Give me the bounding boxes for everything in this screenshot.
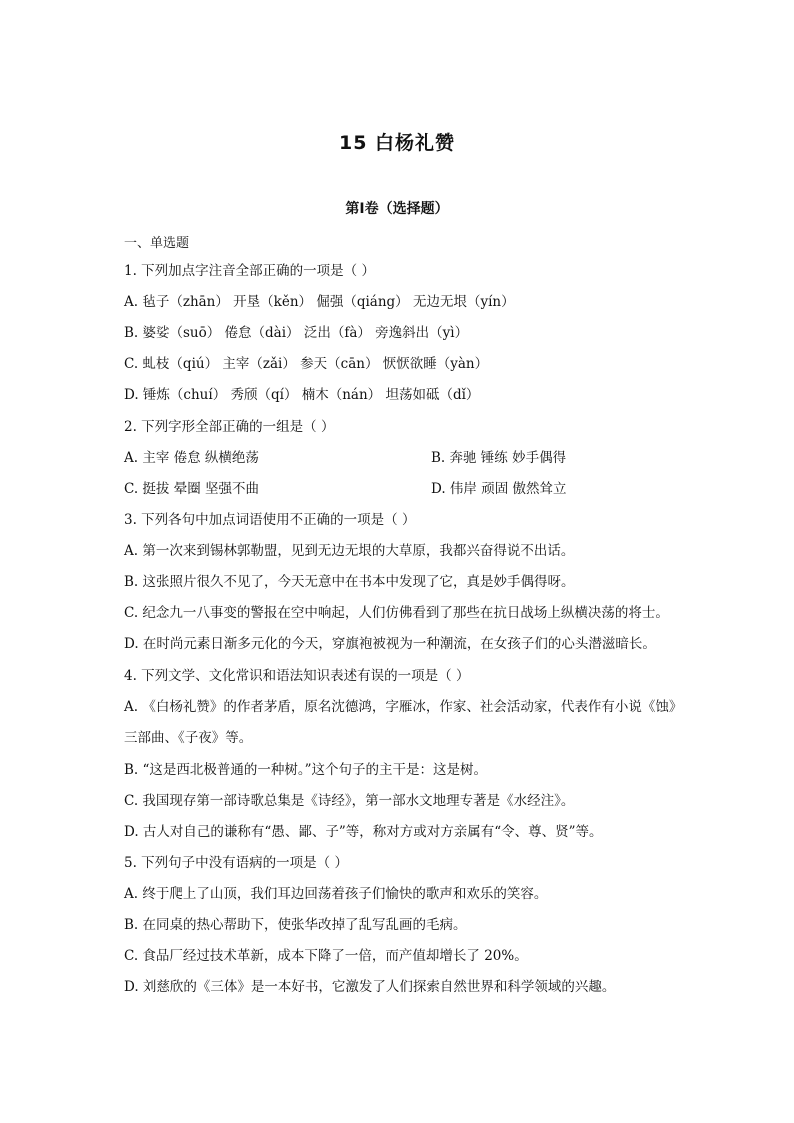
q5-option-d: D. 刘慈欣的《三体》是一本好书，它激发了人们探索自然世界和科学领域的兴趣。 <box>124 979 616 995</box>
q5-option-b: B. 在同桌的热心帮助下，使张华改掉了乱写乱画的毛病。 <box>124 917 467 933</box>
q5-option-c: C. 食品厂经过技术革新，成本下降了一倍，而产值却增长了 20%。 <box>124 948 528 964</box>
page-title: 15 白杨礼赞 <box>338 132 456 154</box>
q3-option-c: C. 纪念九一八事变的警报在空中响起，人们仿佛看到了那些在抗日战场上纵横决荡的将士。 <box>124 605 669 621</box>
q1-stem: 1. 下列加点字注音全部正确的一项是（ ） <box>124 263 375 279</box>
q4-option-d: D. 古人对自己的谦称有“愚、鄙、子”等，称对方或对方亲属有“令、尊、贤”等。 <box>124 824 603 840</box>
q1-option-c: C. 虬枝（qiú） 主宰（zǎi） 参天（cān） 恹恹欲睡（yàn） <box>124 356 489 372</box>
q3-stem: 3. 下列各句中加点词语使用不正确的一项是（ ） <box>124 512 416 528</box>
q4-option-c: C. 我国现存第一部诗歌总集是《诗经》，第一部水文地理专著是《水经注》。 <box>124 793 575 809</box>
q2-option-d: D. 伟岸 顽固 傲然耸立 <box>431 481 567 497</box>
q2-option-a: A. 主宰 倦怠 纵横绝荡 <box>124 450 259 466</box>
q3-option-d: D. 在时尚元素日渐多元化的今天，穿旗袍被视为一种潮流，在女孩子们的心头潜滋暗长。 <box>124 636 656 652</box>
q2-option-b: B. 奔驰 锤练 妙手偶得 <box>431 450 567 466</box>
section-title: 第I卷（选择题） <box>345 201 449 217</box>
q4-option-b: B. “这是西北极普通的一种树。”这个句子的主干是：这是树。 <box>124 762 488 778</box>
q5-stem: 5. 下列句子中没有语病的一项是（ ） <box>124 855 348 871</box>
question-type-heading: 一、单选题 <box>124 236 190 251</box>
q4-option-a: A. 《白杨礼赞》的作者茅盾，原名沈德鸿，字雁冰，作家、社会活动家，代表作有小说《蚀》 <box>124 699 683 715</box>
q4-stem: 4. 下列文学、文化常识和语法知识表述有误的一项是（ ） <box>124 668 470 684</box>
q4-option-a-continued: 三部曲、《子夜》等。 <box>124 730 253 746</box>
q5-option-a: A. 终于爬上了山顶，我们耳边回荡着孩子们愉快的歌声和欢乐的笑容。 <box>124 886 548 902</box>
q1-option-d: D. 锤炼（chuí） 秀颀（qí） 楠木（nán） 坦荡如砥（dǐ） <box>124 387 480 403</box>
q3-option-b: B. 这张照片很久不见了，今天无意中在书本中发现了它，真是妙手偶得呀。 <box>124 574 575 590</box>
q1-option-a: A. 毡子（zhān） 开垦（kěn） 倔强（qiáng） 无边无垠（yín） <box>124 294 515 310</box>
q2-stem: 2. 下列字形全部正确的一组是（ ） <box>124 419 335 435</box>
q1-option-b: B. 婆娑（suō） 倦怠（dài） 泛出（fà） 旁逸斜出（yì） <box>124 325 469 341</box>
q2-option-c: C. 挺拔 晕圈 坚强不曲 <box>124 481 260 497</box>
q3-option-a: A. 第一次来到锡林郭勒盟，见到无边无垠的大草原，我都兴奋得说不出话。 <box>124 543 575 559</box>
